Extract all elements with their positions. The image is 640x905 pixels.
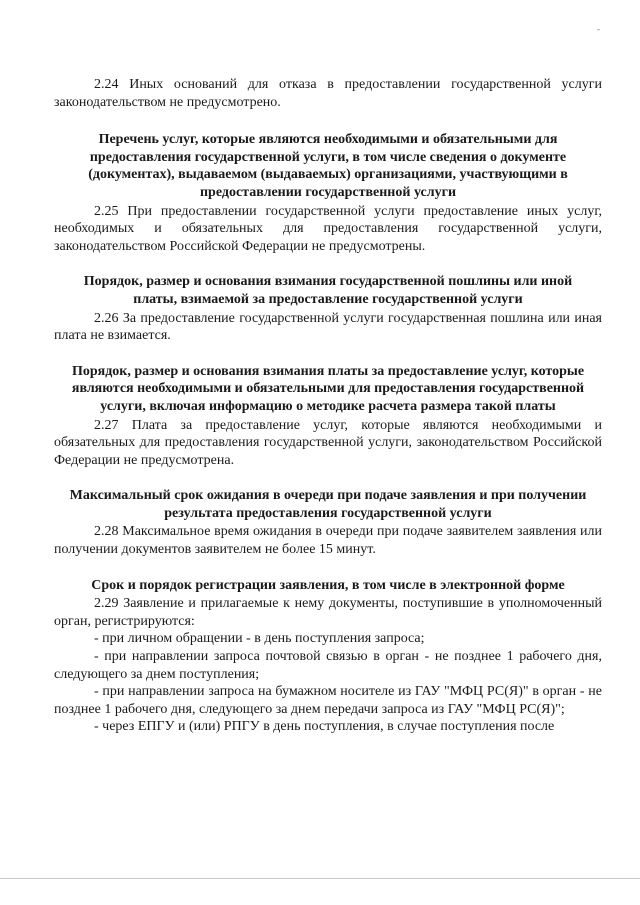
section-heading-2-29: Срок и порядок регистрации заявления, в том числе в электронной форме [91,577,565,593]
document-body [54,76,602,736]
list-item: - через ЕПГУ и (или) РПГУ в день поступления, в случае поступления после [94,719,555,735]
section-heading-2-27: Порядок, размер и основания взимания платы за предоставление услуг, которые являются необходимыми и обязательными для предоставления государственной услуги, включая информацию о методике расчета размера такой платы [71,363,585,414]
section-heading-2-26: Порядок, размер и основания взимания государственной пошлины или иной платы, взимаемой за предоставление государственной услуги [83,274,573,307]
section-heading-2-25: Перечень услуг, которые являются необходимыми и обязательными для предоставления государственной услуги, в том числе сведения о документе (документах), выдаваемом (выдаваемых) организациями, участвующими в предоставлении государственной услуги [88,132,568,200]
page-mark: - [597,24,600,34]
list-item: - при направлении запроса почтовой связью в орган - не позднее 1 рабочего дня, следующего за днем поступления; [54,649,602,682]
paragraph-2-28: 2.28 Максимальное время ожидания в очереди при подаче заявителем заявления или получении документов заявителем не более 15 минут. [54,524,602,558]
paragraph-2-29: 2.29 Заявление и прилагаемые к нему документы, поступившие в уполномоченный орган, регистрируются: [54,596,602,629]
registration-list [54,630,602,736]
paragraph-2-24: 2.24 Иных оснований для отказа в предоставлении государственной услуги законодательством не предусмотрено. [54,77,602,110]
paragraph-2-25: 2.25 При предоставлении государственной услуги предоставление иных услуг, необходимых и обязательных для предоставления государственной услуги, законодательством Российской Федерации не предусмотрены. [54,203,602,254]
scan-edge-line [0,878,640,879]
paragraph-2-27: 2.27 Плата за предоставление услуг, которые являются необходимыми и обязательных для предоставления государственной услуги, законодательством Российской Федерации не предусмотрена. [54,417,602,468]
paragraph-2-26: 2.26 За предоставление государственной услуги государственная пошлина или иная плата не взимается. [54,310,602,344]
list-item: - при направлении запроса на бумажном носителе из ГАУ "МФЦ РС(Я)" в орган - не позднее 1 рабочего дня, следующего за днем передачи запроса из ГАУ "МФЦ РС(Я)"; [54,684,602,717]
list-item: - при личном обращении - в день поступления запроса; [94,631,425,647]
section-heading-2-28: Максимальный срок ожидания в очереди при подаче заявления и при получении результата предоставления государственной услуги [69,488,587,521]
